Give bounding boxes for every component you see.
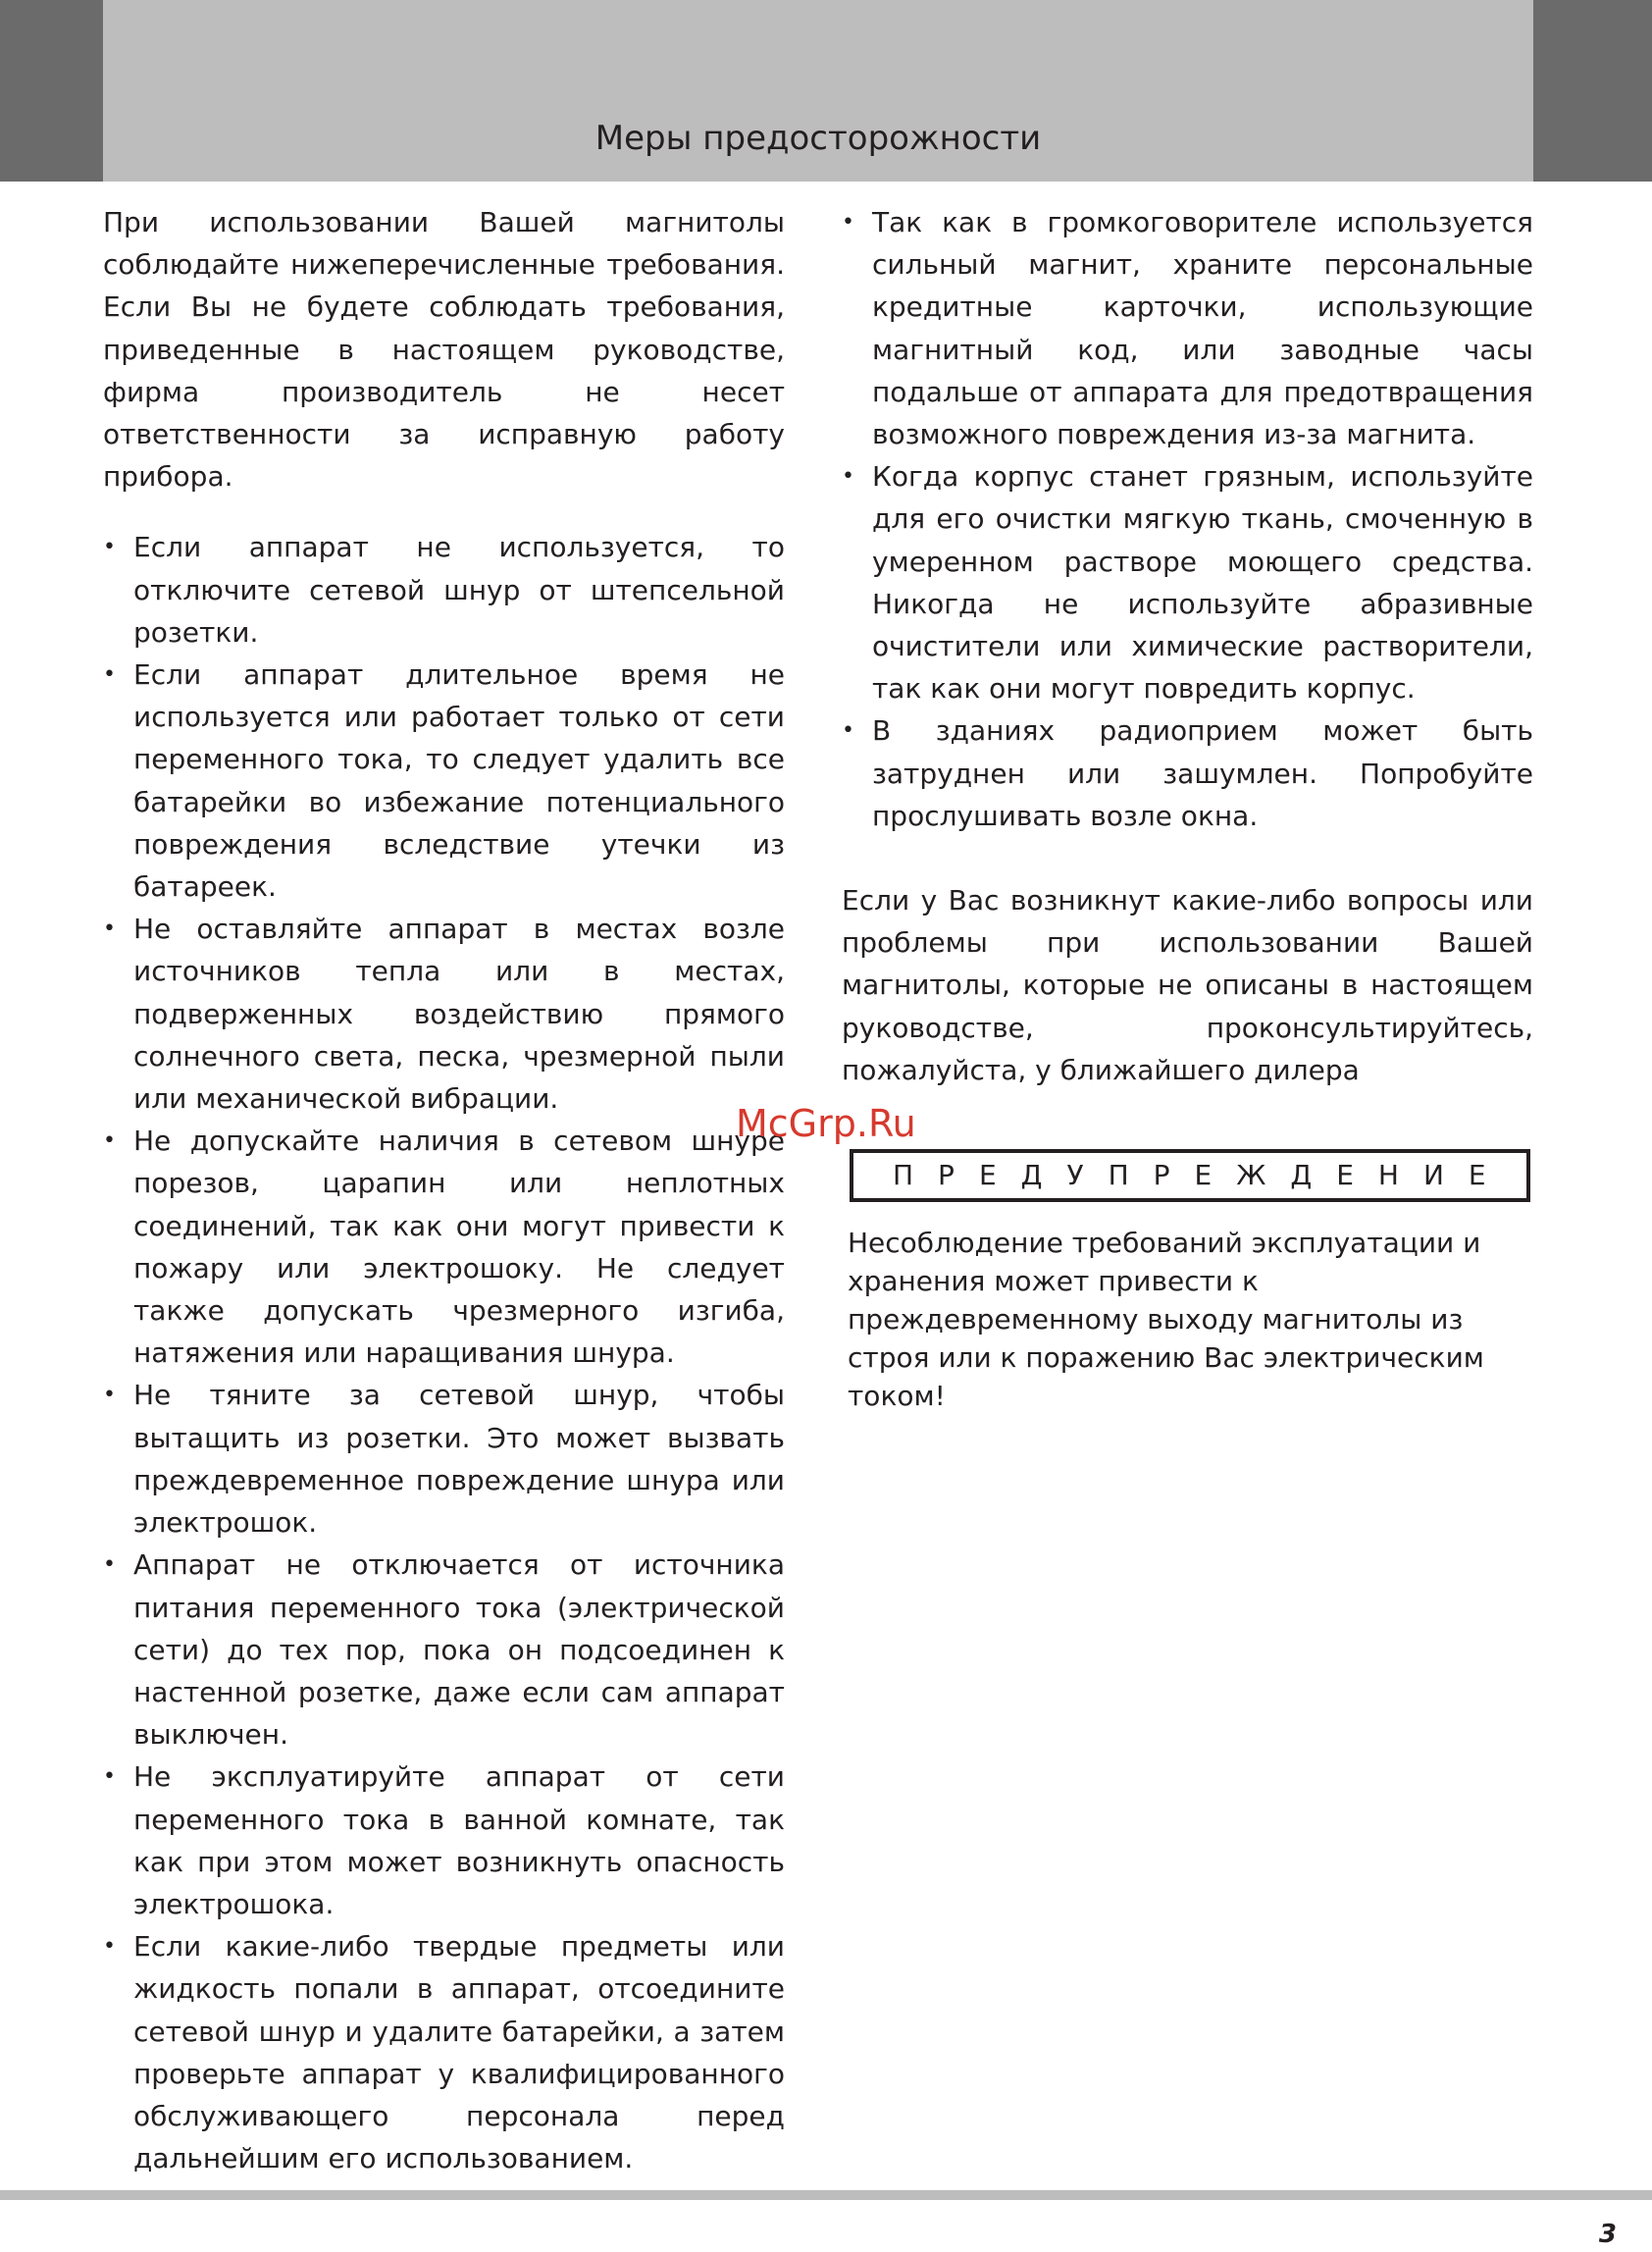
list-item <box>842 455 1533 709</box>
page-number: 3 <box>1598 2220 1617 2249</box>
bullet-icon: • <box>842 718 854 744</box>
intro-paragraph: При использовании Вашей магнитолы соблюдайте нижеперечисленные требования. Если Вы не будете соблюдать требования, приведенные в настоящем руководстве, фирма производитель не несет ответственности за исправную работу прибора. <box>103 206 785 494</box>
list-item-text: Если аппарат не используется, то отключите сетевой шнур от штепсельной розетки. <box>133 531 785 649</box>
footer-rule <box>0 2190 1652 2200</box>
list-item-text: Не тяните за сетевой шнур, чтобы вытащить из розетки. Это может вызвать преждевременное повреждение шнура или электрошок. <box>133 1379 785 1540</box>
bullet-icon: • <box>103 1128 116 1154</box>
list-item <box>103 1755 785 1925</box>
list-item-text: Если аппарат длительное время не используется или работает только от сети переменного тока, то следует удалить все батарейки во избежание потенциального повреждения вследствие утечки из батареек. <box>133 658 785 904</box>
list-item-text: Не оставляйте аппарат в местах возле источников тепла или в местах, подверженных воздействию прямого солнечного света, песка, чрезмерной пыли или механической вибрации. <box>133 913 785 1116</box>
list-item <box>103 1544 785 1755</box>
list-item-text: В зданиях радиоприем может быть затруднен или зашумлен. Попробуйте прослушивать возле окна. <box>872 714 1533 832</box>
bullet-icon: • <box>842 464 854 490</box>
list-item <box>842 709 1533 837</box>
warning-text: Несоблюдение требований эксплуатации и хранения может привести к преждевременному выходу магнитолы из строя или к поражению Вас электрическим током! <box>848 1227 1484 1412</box>
bullet-icon: • <box>103 662 116 688</box>
bullet-icon: • <box>842 210 854 235</box>
list-item-text: Аппарат не отключается от источника питания переменного тока (электрической сети) до тех пор, пока он подсоединен к настенной розетке, даже если сам аппарат выключен. <box>133 1548 785 1752</box>
bullet-icon: • <box>103 1552 116 1578</box>
page-title: Меры предосторожности <box>594 119 1042 158</box>
right-column <box>842 201 1533 1091</box>
list-item <box>103 1925 785 2179</box>
watermark-text: McGrp.Ru <box>736 1102 916 1145</box>
list-item <box>103 1120 785 1374</box>
list-item-text: Так как в громкоговорителе используется сильный магнит, храните персональные кредитные карточки, использующие магнитный код, или заводные часы подальше от аппарата для предотвращения возможного повреждения из-за магнита. <box>872 206 1533 451</box>
bullet-icon: • <box>103 917 116 942</box>
list-item-text: Когда корпус станет грязным, используйте для его очистки мягкую ткань, смоченную в умеренном растворе моющего средства. Никогда не используйте абразивные очистители или химические растворители, так как они могут повредить корпус. <box>872 460 1533 706</box>
bullet-icon: • <box>103 1383 116 1408</box>
bullet-icon: • <box>103 535 116 560</box>
list-item <box>103 1374 785 1544</box>
list-item <box>103 526 785 654</box>
list-item-text: Если какие-либо твердые предметы или жидкость попали в аппарат, отсоедините сетевой шнур и удалите батарейки, а затем проверьте аппарат у квалифицированного обслуживающего персонала перед дальнейшим его использованием. <box>133 1930 785 2175</box>
right-precautions-list <box>842 201 1533 837</box>
list-item <box>103 654 785 908</box>
left-precautions-list <box>103 526 785 2179</box>
left-column <box>103 201 785 2179</box>
list-item-text: Не допускайте наличия в сетевом шнуре порезов, царапин или неплотных соединений, так как они могут привести к пожару или электрошоку. Не следует также допускать чрезмерного изгиба, натяжения или наращивания шнура. <box>133 1125 785 1370</box>
warning-heading-box: ПРЕДУПРЕЖДЕНИЕ <box>850 1149 1530 1202</box>
header-accent-left <box>0 0 103 182</box>
bullet-icon: • <box>103 1934 116 1960</box>
contact-dealer-paragraph: Если у Вас возникнут какие-либо вопросы или проблемы при использовании Вашей магнитолы, которые не описаны в настоящем руководстве, проконсультируйтесь, пожалуйста, у ближайшего дилера <box>842 884 1533 1086</box>
bullet-icon: • <box>103 1764 116 1790</box>
list-item <box>103 908 785 1120</box>
list-item <box>842 201 1533 455</box>
header-accent-right <box>1533 0 1652 182</box>
list-item-text: Не эксплуатируйте аппарат от сети переменного тока в ванной комнате, так как при этом может возникнуть опасность электрошока. <box>133 1760 785 1920</box>
